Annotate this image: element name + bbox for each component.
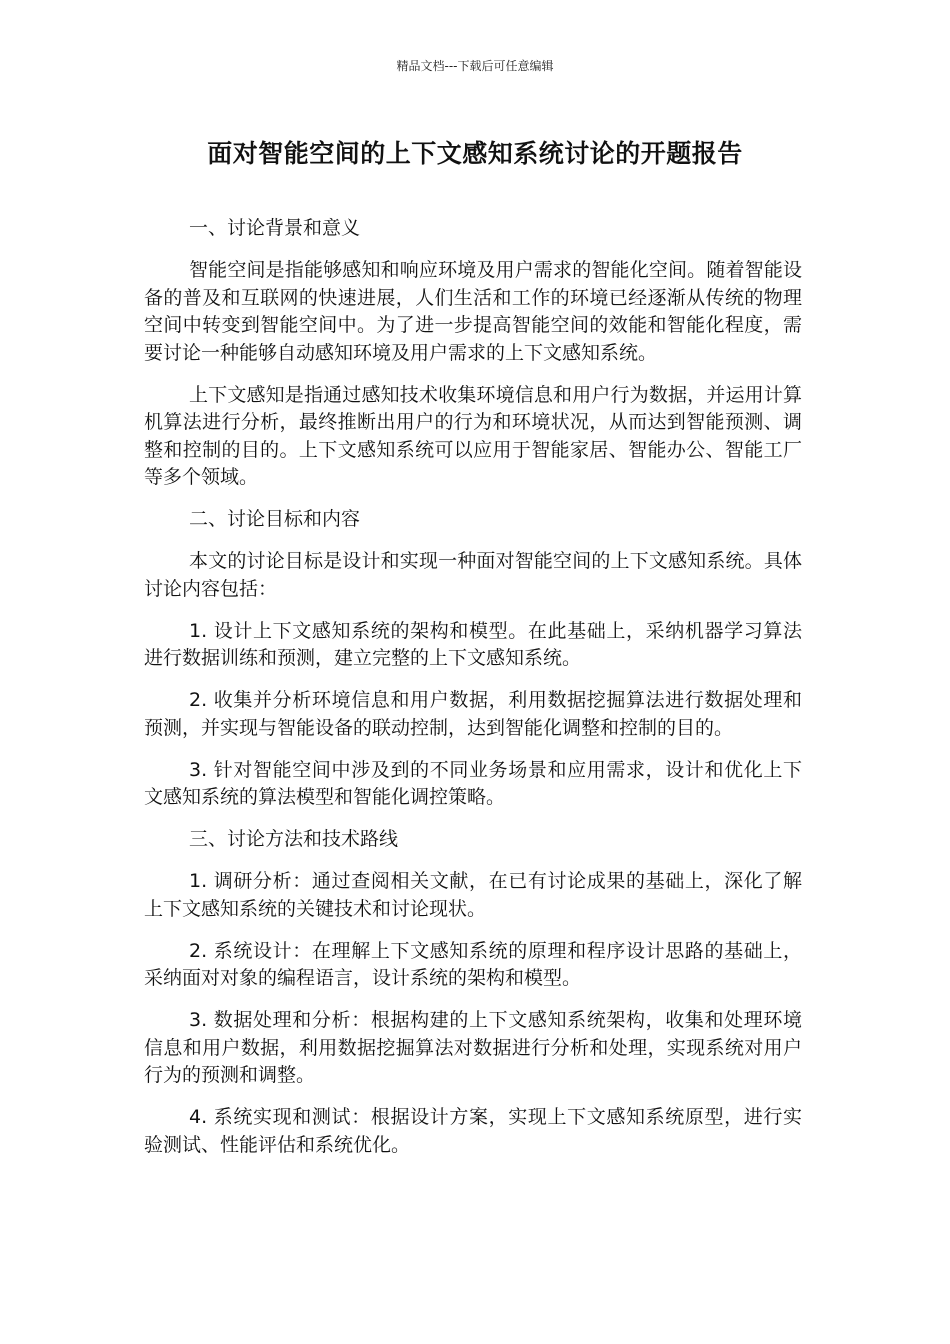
list-item: 2. 收集并分析环境信息和用户数据，利用数据挖掘算法进行数据处理和预测，并实现与智能设备的联动控制，达到智能化调整和控制的目的。 (144, 689, 802, 739)
section-heading-methods: 三、讨论方法和技术路线 (189, 828, 399, 850)
paragraph: 上下文感知是指通过感知技术收集环境信息和用户行为数据，并运用计算机算法进行分析，最终推断出用户的行为和环境状况，从而达到智能预测、调整和控制的目的。上下文感知系统可以应用于智能家居、智能办公、智能工厂等多个领域。 (144, 383, 802, 488)
list-item: 3. 针对智能空间中涉及到的不同业务场景和应用需求，设计和优化上下文感知系统的算法模型和智能化调控策略。 (144, 758, 802, 808)
list-item: 3. 数据处理和分析：根据构建的上下文感知系统架构，收集和处理环境信息和用户数据，利用数据挖掘算法对数据进行分析和处理，实现系统对用户行为的预测和调整。 (144, 1009, 802, 1086)
document-body (144, 215, 802, 1174)
list-item: 1. 调研分析：通过查阅相关文献，在已有讨论成果的基础上，深化了解上下文感知系统的关键技术和讨论现状。 (144, 870, 802, 920)
page-header-note: 精品文档---下载后可任意编辑 (396, 59, 554, 73)
document-title: 面对智能空间的上下文感知系统讨论的开题报告 (207, 139, 743, 168)
section-heading-background: 一、讨论背景和意义 (189, 217, 361, 239)
paragraph: 智能空间是指能够感知和响应环境及用户需求的智能化空间。随着智能设备的普及和互联网的快速进展，人们生活和工作的环境已经逐渐从传统的物理空间中转变到智能空间中。为了进一步提高智能空间的效能和智能化程度，需要讨论一种能够自动感知环境及用户需求的上下文感知系统。 (144, 259, 802, 364)
list-item: 1. 设计上下文感知系统的架构和模型。在此基础上，采纳机器学习算法进行数据训练和预测，建立完整的上下文感知系统。 (144, 619, 802, 669)
paragraph: 本文的讨论目标是设计和实现一种面对智能空间的上下文感知系统。具体讨论内容包括： (144, 550, 802, 600)
list-item: 4. 系统实现和测试：根据设计方案，实现上下文感知系统原型，进行实验测试、性能评估和系统优化。 (144, 1106, 802, 1156)
list-item: 2. 系统设计：在理解上下文感知系统的原理和程序设计思路的基础上，采纳面对对象的编程语言，设计系统的架构和模型。 (144, 939, 802, 989)
section-heading-objectives: 二、讨论目标和内容 (189, 508, 361, 530)
